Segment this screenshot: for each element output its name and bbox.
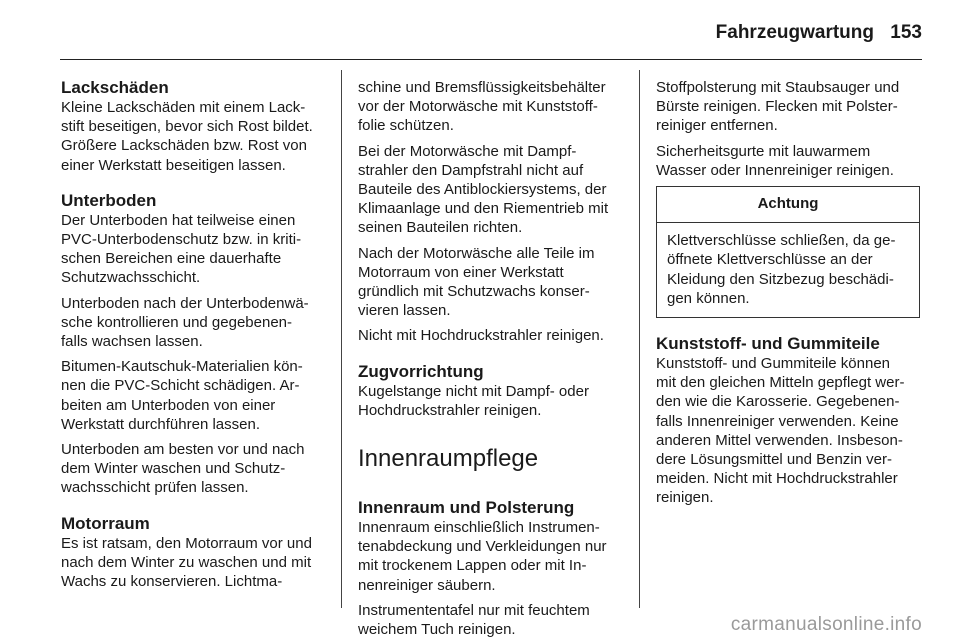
column-divider: [341, 70, 342, 608]
paragraph: Innenraum einschließlich Instrumen- tenabdeckung und Verkleidungen nur mit trockenem Lappen oder mit In- nenreiniger säubern.: [358, 519, 607, 594]
paragraph: Nach der Motorwäsche alle Teile im Motorraum von einer Werkstatt gründlich mit Schutzwachs konser- vieren lassen.: [358, 244, 595, 320]
paragraph: schine und Bremsflüssigkeitsbehälter vor der Motorwäsche mit Kunststoff- folie schützen.: [358, 79, 606, 135]
chapter-title: Fahrzeugwartung: [715, 22, 874, 43]
watermark: carmanualsonline.info: [730, 614, 922, 635]
section-heading: Kunststoff- und Gummiteile: [656, 334, 880, 354]
page-number: 153: [890, 22, 922, 43]
section-heading: Unterboden: [61, 190, 157, 210]
paragraph: Bei der Motorwäsche mit Dampf- strahler den Dampfstrahl nicht auf Bauteile des Antiblockiersystems, der Klimaanlage und den Riementrieb mit seinen Bauteilen richten.: [358, 142, 609, 237]
paragraph: Bitumen-Kautschuk-Materialien kön- nen die PVC-Schicht schädigen. Ar- beiten am Unterboden von einer Werkstatt durchführen lassen.: [61, 358, 303, 433]
warning-text: Klettverschlüsse schließen, da ge- öffnete Klettverschlüsse an der Kleidung den Sitzbezug beschädi- gen können.: [667, 232, 896, 307]
text-column-left: [61, 78, 329, 591]
paragraph: Der Unterboden hat teilweise einen PVC-Unterbodenschutz bzw. in kriti- schen Bereichen eine dauerhafte Schutzwachsschicht.: [61, 211, 302, 287]
paragraph: Kugelstange nicht mit Dampf- oder Hochdruckstrahler reinigen.: [358, 382, 589, 419]
section-heading: Innenraum und Polsterung: [358, 498, 575, 518]
warning-box: [656, 186, 920, 318]
paragraph: Sicherheitsgurte mit lauwarmem Wasser oder Innenreiniger reinigen.: [656, 142, 894, 179]
header-rule: [60, 59, 922, 60]
section-heading: Lackschäden: [61, 78, 169, 97]
page-header: [0, 0, 960, 60]
text-column-right: [656, 78, 924, 508]
paragraph: Stoffpolsterung mit Staubsauger und Bürste reinigen. Flecken mit Polster- reiniger entfernen.: [656, 79, 900, 135]
paragraph: Instrumententafel nur mit feuchtem weichem Tuch reinigen.: [358, 601, 590, 639]
paragraph: Nicht mit Hochdruckstrahler reinigen.: [358, 327, 604, 345]
paragraph: Unterboden nach der Unterbodenwä- sche kontrollieren und gegebenen- falls wachsen lassen.: [61, 294, 309, 351]
warning-title: Achtung: [657, 187, 919, 223]
column-divider: [639, 70, 640, 608]
paragraph: Kunststoff- und Gummiteile können mit den gleichen Mitteln gepflegt wer- den wie die Karosserie. Gegebenen- falls Innenreiniger verwenden. Keine anderen Mittel verwenden. Insbeson- dere Lösungsmittel und Benzin ver- meiden. Nicht mit Hochdruckstrahler reinigen.: [656, 355, 905, 507]
text-column-middle: [358, 78, 626, 639]
paragraph: Unterboden am besten vor und nach dem Winter waschen und Schutz- wachsschicht prüfen lassen.: [61, 441, 305, 497]
section-heading: Zugvorrichtung: [358, 361, 484, 381]
section-heading: Motorraum: [61, 513, 150, 533]
paragraph: Es ist ratsam, den Motorraum vor und nach dem Winter zu waschen und mit Wachs zu konservieren. Lichtma-: [61, 534, 312, 591]
paragraph: Kleine Lackschäden mit einem Lack- stift beseitigen, bevor sich Rost bildet. Größere Lackschäden bzw. Rost von einer Werkstatt beseitigen lassen.: [61, 99, 313, 174]
chapter-heading: Innenraumpflege: [358, 445, 539, 473]
